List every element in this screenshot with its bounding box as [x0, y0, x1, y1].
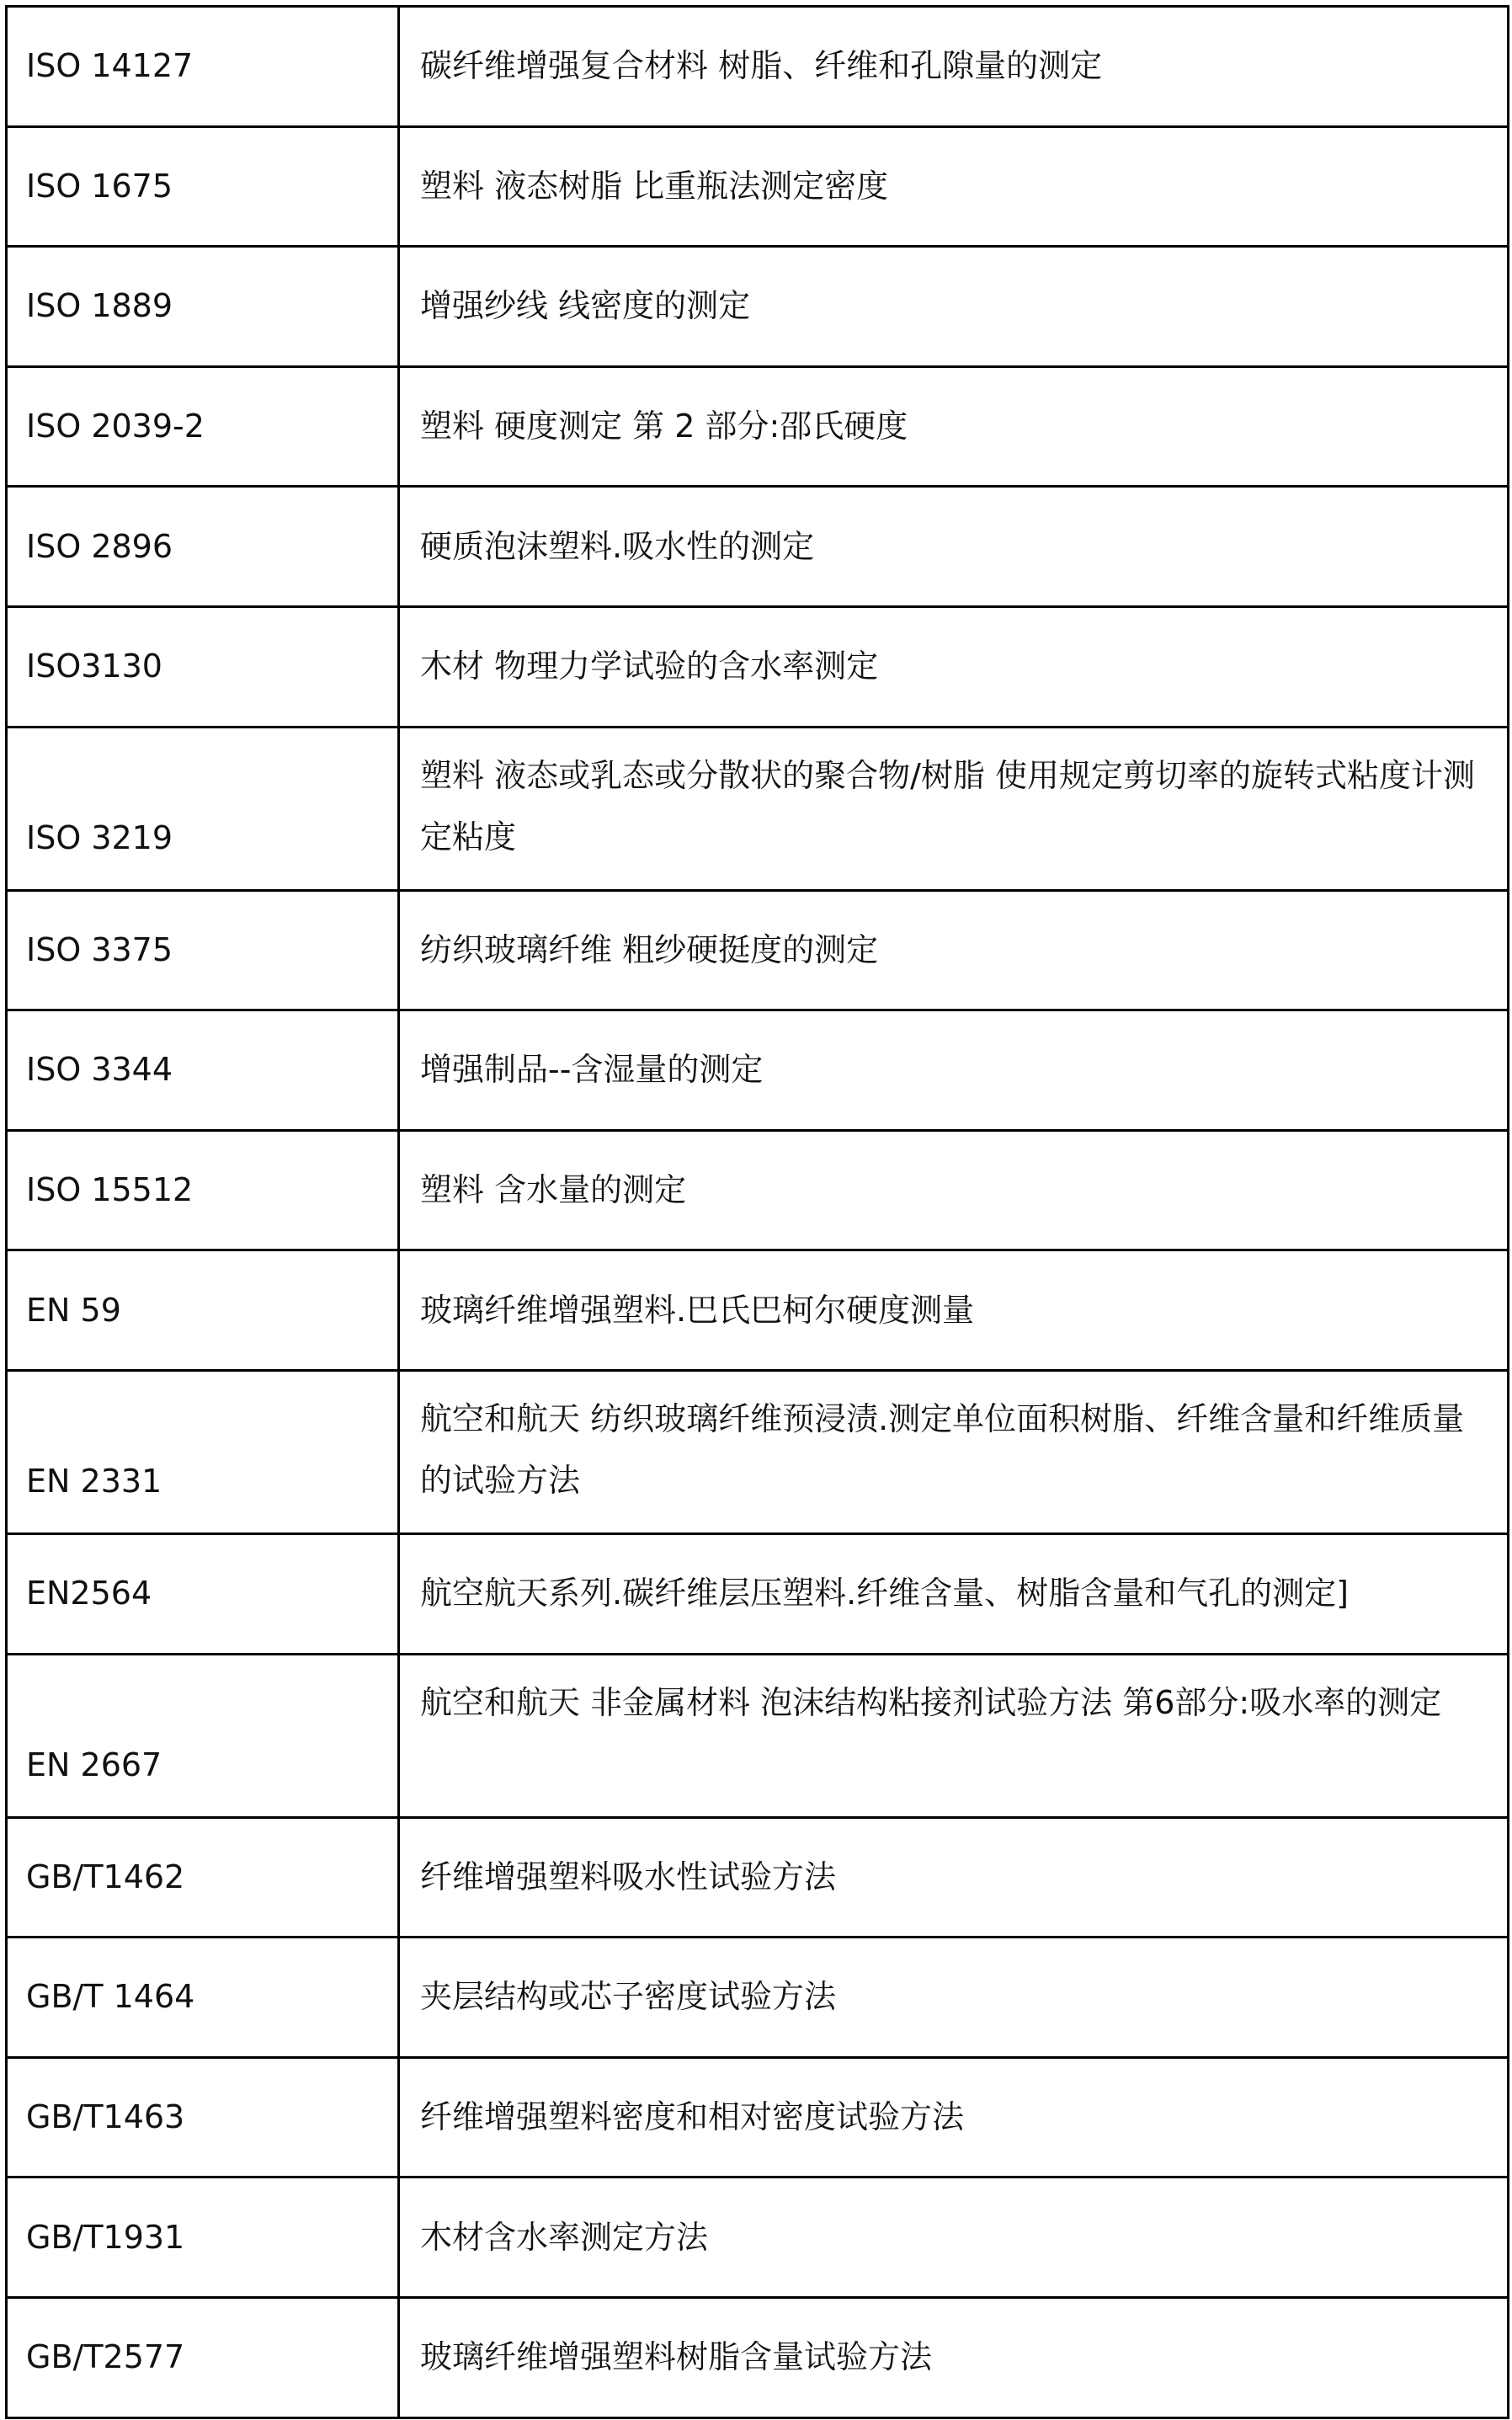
standard-title: 碳纤维增强复合材料 树脂、纤维和孔隙量的测定: [399, 7, 1509, 127]
standard-title: 增强纱线 线密度的测定: [399, 247, 1509, 367]
table-row: [7, 890, 1509, 1010]
standard-code: GB/T 1464: [7, 1938, 399, 2058]
standard-title: 航空航天系列.碳纤维层压塑料.纤维含量、树脂含量和气孔的测定]: [399, 1533, 1509, 1654]
standard-title: 增强制品--含湿量的测定: [399, 1010, 1509, 1131]
standard-code: GB/T1462: [7, 1817, 399, 1938]
standard-code: GB/T2577: [7, 2297, 399, 2417]
standard-code: ISO 15512: [7, 1130, 399, 1250]
standard-title: 塑料 含水量的测定: [399, 1130, 1509, 1250]
table-row: [7, 1938, 1509, 2058]
standard-title: 塑料 液态树脂 比重瓶法测定密度: [399, 126, 1509, 247]
standard-code: GB/T1931: [7, 2177, 399, 2298]
table-row: [7, 606, 1509, 727]
standard-code: GB/T1463: [7, 2057, 399, 2177]
standard-code: ISO 14127: [7, 7, 399, 127]
standard-title: 航空和航天 纺织玻璃纤维预浸渍.测定单位面积树脂、纤维含量和纤维质量的试验方法: [399, 1370, 1509, 1533]
standard-title: 夹层结构或芯子密度试验方法: [399, 1938, 1509, 2058]
standard-code: EN 59: [7, 1250, 399, 1371]
standard-title: 木材含水率测定方法: [399, 2177, 1509, 2298]
standard-code: ISO3130: [7, 606, 399, 727]
standard-title: 硬质泡沫塑料.吸水性的测定: [399, 487, 1509, 607]
table-row: [7, 1130, 1509, 1250]
standard-code: ISO 1675: [7, 126, 399, 247]
table-row: [7, 1817, 1509, 1938]
standard-code: ISO 3344: [7, 1010, 399, 1131]
standard-title: 塑料 液态或乳态或分散状的聚合物/树脂 使用规定剪切率的旋转式粘度计测定粘度: [399, 727, 1509, 890]
table-row: [7, 2177, 1509, 2298]
standard-code: ISO 2896: [7, 487, 399, 607]
table-row: [7, 487, 1509, 607]
standard-code: EN2564: [7, 1533, 399, 1654]
table-row: [7, 126, 1509, 247]
standard-title: 航空和航天 非金属材料 泡沫结构粘接剂试验方法 第6部分:吸水率的测定: [399, 1654, 1509, 1817]
standard-title: 玻璃纤维增强塑料树脂含量试验方法: [399, 2297, 1509, 2417]
standard-title: 木材 物理力学试验的含水率测定: [399, 606, 1509, 727]
standard-title: 玻璃纤维增强塑料.巴氏巴柯尔硬度测量: [399, 1250, 1509, 1371]
table-row: [7, 1010, 1509, 1131]
standard-code: ISO 1889: [7, 247, 399, 367]
standard-title: 塑料 硬度测定 第 2 部分:邵氏硬度: [399, 366, 1509, 487]
standard-title: 纤维增强塑料吸水性试验方法: [399, 1817, 1509, 1938]
table-row: [7, 2297, 1509, 2417]
table-row: [7, 1370, 1509, 1533]
standard-title: 纤维增强塑料密度和相对密度试验方法: [399, 2057, 1509, 2177]
table-row: [7, 1654, 1509, 1817]
standard-code: ISO 3219: [7, 727, 399, 890]
table-row: [7, 7, 1509, 127]
standards-table: [5, 5, 1509, 2419]
standard-code: EN 2667: [7, 1654, 399, 1817]
table-row: [7, 366, 1509, 487]
standard-title: 纺织玻璃纤维 粗纱硬挺度的测定: [399, 890, 1509, 1010]
table-row: [7, 2057, 1509, 2177]
table-row: [7, 1250, 1509, 1371]
standard-code: EN 2331: [7, 1370, 399, 1533]
standard-code: ISO 3375: [7, 890, 399, 1010]
table-row: [7, 727, 1509, 890]
standard-code: ISO 2039-2: [7, 366, 399, 487]
table-row: [7, 247, 1509, 367]
table-row: [7, 1533, 1509, 1654]
